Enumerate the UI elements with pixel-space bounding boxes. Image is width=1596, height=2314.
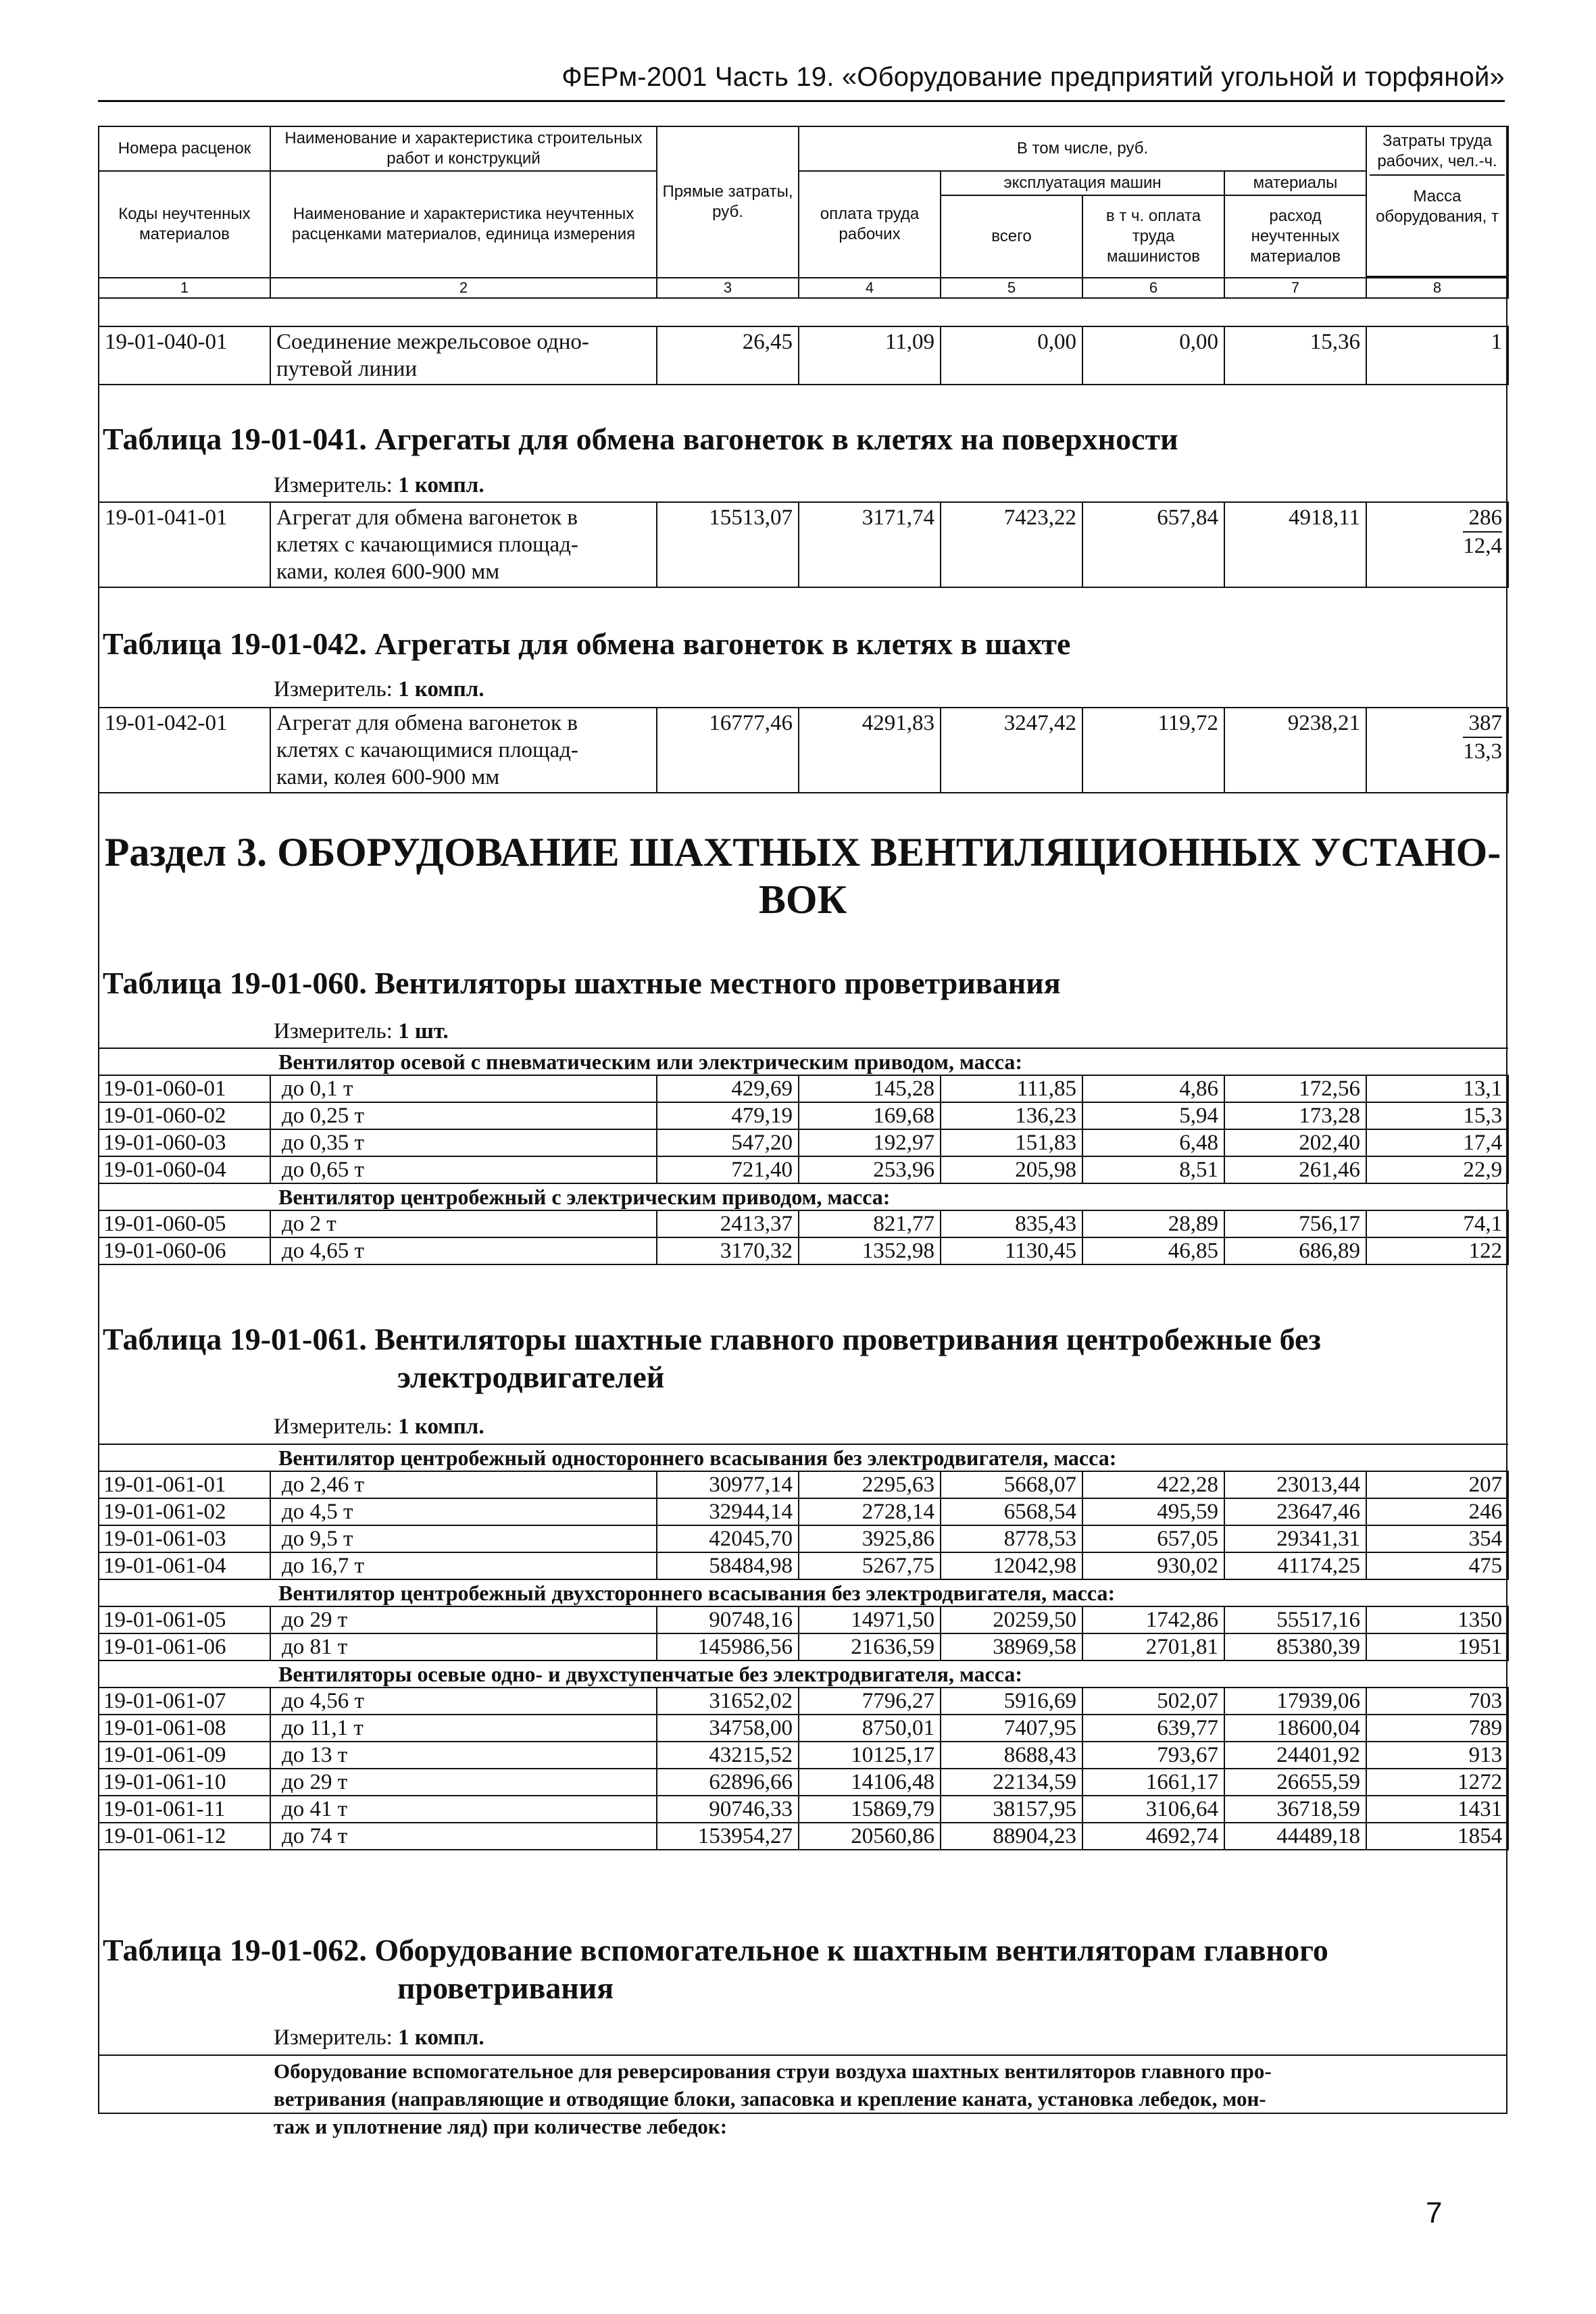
cell-labor-hours: 913: [1366, 1742, 1508, 1769]
description-line: Оборудование вспомогательное для реверсирования струи воздуха шахтных вентиляторов главного про-: [274, 2059, 1272, 2083]
cell-direct: 90748,16: [657, 1606, 799, 1633]
cell-labor-hours: 1272: [1366, 1769, 1508, 1796]
cell-direct: 58484,98: [657, 1552, 799, 1579]
cell-materials: 172,56: [1224, 1075, 1366, 1102]
head-incl: В том числе, руб.: [799, 126, 1366, 171]
rate-name: до 74 т: [270, 1823, 657, 1850]
page-number: 7: [1426, 2196, 1443, 2230]
table-062-measure: [274, 2025, 484, 2050]
rate-name: до 0,1 т: [270, 1075, 657, 1102]
table-row: [99, 1471, 1508, 1498]
cell-operators: 1742,86: [1082, 1606, 1224, 1633]
cell-labor-hours: [1366, 502, 1508, 587]
cell-operators: 422,28: [1082, 1471, 1224, 1498]
head-col2-top: Наименование и характеристика строительных работ и конструкций: [270, 126, 657, 171]
table-row: [99, 1156, 1508, 1183]
cell-machines: 3247,42: [941, 708, 1082, 793]
cell-direct: 2413,37: [657, 1210, 799, 1237]
rate-code: 19-01-061-08: [99, 1715, 270, 1742]
cell-operators: 2701,81: [1082, 1633, 1224, 1660]
rate-name: до 2,46 т: [270, 1471, 657, 1498]
cell-materials: 173,28: [1224, 1102, 1366, 1129]
rate-code: 19-01-061-10: [99, 1769, 270, 1796]
cell-labor: 1352,98: [799, 1237, 941, 1264]
cell-labor-hours: 22,9: [1366, 1156, 1508, 1183]
cell-operators: 119,72: [1082, 708, 1224, 793]
rate-name: до 0,25 т: [270, 1102, 657, 1129]
cell-machines: 88904,23: [941, 1823, 1082, 1850]
cell-machines: 111,85: [941, 1075, 1082, 1102]
cell-labor-hours: 703: [1366, 1688, 1508, 1715]
rate-name: [270, 708, 657, 793]
table-060: [98, 1048, 1509, 1265]
mass-value: 13,3: [1463, 739, 1502, 764]
section-title: [98, 829, 1507, 923]
group-heading: Вентилятор центробежный одностороннего всасывания без электродвигателя, масса:: [99, 1444, 1508, 1471]
rate-name: до 11,1 т: [270, 1715, 657, 1742]
name-line: Агрегат для обмена вагонеток в: [276, 711, 578, 735]
cell-machines: 7423,22: [941, 502, 1082, 587]
cell-labor: 14106,48: [799, 1769, 941, 1796]
cell-labor-hours: 354: [1366, 1525, 1508, 1552]
colnum-5: 5: [941, 278, 1082, 298]
head-col8-bottom: Масса оборудования, т: [1376, 187, 1499, 226]
table-062-description: [274, 2057, 1500, 2140]
cell-machines: 6568,54: [941, 1498, 1082, 1525]
measure-label: Измеритель:: [274, 677, 393, 701]
cell-machines: 12042,98: [941, 1552, 1082, 1579]
rate-name: до 4,56 т: [270, 1688, 657, 1715]
rate-name: до 29 т: [270, 1769, 657, 1796]
rate-code: 19-01-061-11: [99, 1796, 270, 1823]
table-row: [99, 1633, 1508, 1660]
cell-direct: 26,45: [657, 326, 799, 385]
rate-code: 19-01-061-03: [99, 1525, 270, 1552]
rate-code: 19-01-061-05: [99, 1606, 270, 1633]
cell-materials: 24401,92: [1224, 1742, 1366, 1769]
table-062-top-rule: [98, 2054, 1507, 2056]
table-061-title: [103, 1321, 1321, 1396]
head-col7: расход неучтенных материалов: [1224, 195, 1366, 278]
rate-code: 19-01-041-01: [99, 502, 270, 587]
cell-labor-hours: 74,1: [1366, 1210, 1508, 1237]
cell-labor-hours: 1854: [1366, 1823, 1508, 1850]
cell-materials: 44489,18: [1224, 1823, 1366, 1850]
colnum-6: 6: [1082, 278, 1224, 298]
table-042: [98, 707, 1509, 793]
rate-code: 19-01-061-01: [99, 1471, 270, 1498]
table-row: [99, 1552, 1508, 1579]
measure-value: 1 компл.: [398, 677, 484, 701]
cell-direct: 32944,14: [657, 1498, 799, 1525]
cell-direct: 90746,33: [657, 1796, 799, 1823]
page-header: ФЕРм-2001 Часть 19. «Оборудование предприятий угольной и торфяной»: [562, 62, 1505, 92]
table-row: [99, 1823, 1508, 1850]
rate-name: Соединение межрельсовое одно-путевой линии: [270, 326, 657, 385]
table-060-measure: [274, 1019, 449, 1044]
table-row: [99, 1129, 1508, 1156]
cell-direct: 721,40: [657, 1156, 799, 1183]
cell-labor: 4291,83: [799, 708, 941, 793]
table-042-title: Таблица 19-01-042. Агрегаты для обмена вагонеток в клетях в шахте: [103, 626, 1071, 661]
group-heading: Вентилятор центробежный с электрическим приводом, масса:: [99, 1183, 1508, 1210]
measure-label: Измеритель:: [274, 1019, 393, 1043]
head-col1-top: Номера расценок: [99, 126, 270, 171]
table-row: [99, 1742, 1508, 1769]
measure-value: 1 компл.: [398, 473, 484, 497]
head-machines: эксплуатация машин: [941, 171, 1224, 195]
section-title-line: ВОК: [758, 877, 847, 922]
rate-code: 19-01-061-12: [99, 1823, 270, 1850]
head-col3: Прямые затраты, руб.: [657, 126, 799, 278]
cell-labor-hours: 1431: [1366, 1796, 1508, 1823]
rate-code: 19-01-042-01: [99, 708, 270, 793]
cell-machines: 20259,50: [941, 1606, 1082, 1633]
cell-materials: 15,36: [1224, 326, 1366, 385]
header-rule: [98, 100, 1505, 102]
name-line: ками, колея 600-900 мм: [276, 560, 500, 584]
cell-operators: 657,05: [1082, 1525, 1224, 1552]
description-line: ветривания (направляющие и отводящие блоки, запасовка и крепление каната, установка лебедок, мон-: [274, 2087, 1266, 2111]
cell-labor-hours: 13,1: [1366, 1075, 1508, 1102]
cell-direct: 153954,27: [657, 1823, 799, 1850]
head-col8: [1366, 126, 1508, 276]
measure-value: 1 компл.: [398, 2025, 484, 2050]
cell-materials: 756,17: [1224, 1210, 1366, 1237]
rate-code: 19-01-061-04: [99, 1552, 270, 1579]
cell-operators: 5,94: [1082, 1102, 1224, 1129]
head-col4: оплата труда рабочих: [799, 171, 941, 278]
rate-code: 19-01-061-06: [99, 1633, 270, 1660]
cell-materials: 26655,59: [1224, 1769, 1366, 1796]
group-heading: Вентилятор осевой с пневматическим или электрическим приводом, масса:: [99, 1048, 1508, 1075]
cell-materials: 9238,21: [1224, 708, 1366, 793]
table-061-measure: [274, 1414, 484, 1439]
cell-machines: 5916,69: [941, 1688, 1082, 1715]
rate-name: до 0,65 т: [270, 1156, 657, 1183]
cell-labor-hours: [1366, 708, 1508, 793]
cell-operators: 0,00: [1082, 326, 1224, 385]
table-060-title: Таблица 19-01-060. Вентиляторы шахтные местного проветривания: [103, 966, 1061, 1000]
cell-materials: 686,89: [1224, 1237, 1366, 1264]
table-041: [98, 501, 1509, 588]
table-row: [99, 1498, 1508, 1525]
cell-direct: 547,20: [657, 1129, 799, 1156]
cell-labor: 7796,27: [799, 1688, 941, 1715]
cell-direct: 31652,02: [657, 1688, 799, 1715]
colnum-1: 1: [99, 278, 270, 298]
table-041-measure: [274, 473, 484, 498]
title-line: электродвигателей: [397, 1360, 665, 1394]
cell-operators: 495,59: [1082, 1498, 1224, 1525]
cell-operators: 1661,17: [1082, 1769, 1224, 1796]
table-row: [99, 1075, 1508, 1102]
cell-labor: 253,96: [799, 1156, 941, 1183]
cell-direct: 43215,52: [657, 1742, 799, 1769]
table-head: [98, 126, 1509, 299]
rate-name: до 4,65 т: [270, 1237, 657, 1264]
rate-name: до 9,5 т: [270, 1525, 657, 1552]
cell-labor: 192,97: [799, 1129, 941, 1156]
cell-materials: 85380,39: [1224, 1633, 1366, 1660]
rate-name: до 2 т: [270, 1210, 657, 1237]
labor-mass-fraction: [1463, 504, 1502, 560]
cell-labor-hours: 789: [1366, 1715, 1508, 1742]
head-col5: всего: [941, 195, 1082, 278]
colnum-4: 4: [799, 278, 941, 298]
cell-materials: 261,46: [1224, 1156, 1366, 1183]
cell-labor: 145,28: [799, 1075, 941, 1102]
row-040-table: [98, 326, 1509, 385]
cell-direct: 145986,56: [657, 1633, 799, 1660]
measure-value: 1 шт.: [398, 1019, 449, 1043]
colnum-8: 8: [1366, 278, 1508, 298]
cell-operators: 793,67: [1082, 1742, 1224, 1769]
cell-operators: 4,86: [1082, 1075, 1224, 1102]
rate-name: до 29 т: [270, 1606, 657, 1633]
head-materials: материалы: [1224, 171, 1366, 195]
cell-labor-hours: 246: [1366, 1498, 1508, 1525]
measure-value: 1 компл.: [398, 1414, 484, 1439]
cell-labor: 10125,17: [799, 1742, 941, 1769]
cell-labor-hours: 1: [1366, 326, 1508, 385]
labor-hours-value: 286: [1463, 504, 1502, 533]
cell-direct: 479,19: [657, 1102, 799, 1129]
measure-label: Измеритель:: [274, 1414, 393, 1439]
table-row: [99, 502, 1508, 587]
table-row: [99, 1210, 1508, 1237]
rate-code: 19-01-060-03: [99, 1129, 270, 1156]
cell-machines: 38157,95: [941, 1796, 1082, 1823]
rate-code: 19-01-061-09: [99, 1742, 270, 1769]
table-061: [98, 1444, 1509, 1850]
cell-labor: 169,68: [799, 1102, 941, 1129]
cell-operators: 502,07: [1082, 1688, 1224, 1715]
measure-label: Измеритель:: [274, 473, 393, 497]
rate-code: 19-01-061-07: [99, 1688, 270, 1715]
cell-operators: 639,77: [1082, 1715, 1224, 1742]
cell-labor: 21636,59: [799, 1633, 941, 1660]
cell-machines: 38969,58: [941, 1633, 1082, 1660]
cell-labor-hours: 1350: [1366, 1606, 1508, 1633]
cell-operators: 28,89: [1082, 1210, 1224, 1237]
name-line: клетях с качающимися площад-: [276, 738, 578, 762]
name-line: Агрегат для обмена вагонеток в: [276, 506, 578, 530]
cell-materials: 29341,31: [1224, 1525, 1366, 1552]
table-row: [99, 1715, 1508, 1742]
cell-direct: 42045,70: [657, 1525, 799, 1552]
cell-direct: 429,69: [657, 1075, 799, 1102]
cell-labor: 20560,86: [799, 1823, 941, 1850]
cell-operators: 930,02: [1082, 1552, 1224, 1579]
cell-materials: 202,40: [1224, 1129, 1366, 1156]
mass-value: 12,4: [1463, 534, 1502, 558]
description-line: таж и уплотнение ляд) при количестве лебедок:: [274, 2115, 728, 2138]
cell-labor-hours: 15,3: [1366, 1102, 1508, 1129]
rate-code: 19-01-060-05: [99, 1210, 270, 1237]
cell-operators: 6,48: [1082, 1129, 1224, 1156]
rate-code: 19-01-060-04: [99, 1156, 270, 1183]
cell-labor: 3171,74: [799, 502, 941, 587]
cell-labor: 2728,14: [799, 1498, 941, 1525]
cell-direct: 30977,14: [657, 1471, 799, 1498]
rate-name: до 81 т: [270, 1633, 657, 1660]
cell-machines: 1130,45: [941, 1237, 1082, 1264]
cell-direct: 34758,00: [657, 1715, 799, 1742]
cell-labor-hours: 475: [1366, 1552, 1508, 1579]
table-062-title: [103, 1931, 1328, 2007]
title-line: Таблица 19-01-061. Вентиляторы шахтные главного проветривания центробежные без: [103, 1322, 1321, 1356]
title-line: Таблица 19-01-062. Оборудование вспомогательное к шахтным вентиляторам главного: [103, 1933, 1328, 1967]
cell-labor-hours: 207: [1366, 1471, 1508, 1498]
cell-labor: 3925,86: [799, 1525, 941, 1552]
cell-labor: 11,09: [799, 326, 941, 385]
name-line: клетях с качающимися площад-: [276, 533, 578, 557]
rate-code: 19-01-061-02: [99, 1498, 270, 1525]
cell-operators: 657,84: [1082, 502, 1224, 587]
rate-name: до 0,35 т: [270, 1129, 657, 1156]
cell-machines: 151,83: [941, 1129, 1082, 1156]
cell-direct: 3170,32: [657, 1237, 799, 1264]
table-041-title: Таблица 19-01-041. Агрегаты для обмена вагонеток в клетях на поверхности: [103, 422, 1178, 456]
table-row: [99, 1769, 1508, 1796]
table-row: [99, 1688, 1508, 1715]
cell-materials: 36718,59: [1224, 1796, 1366, 1823]
cell-materials: 23647,46: [1224, 1498, 1366, 1525]
head-col1-bottom: Коды неучтенных материалов: [99, 171, 270, 278]
cell-machines: 835,43: [941, 1210, 1082, 1237]
rate-code: 19-01-060-02: [99, 1102, 270, 1129]
cell-operators: 46,85: [1082, 1237, 1224, 1264]
rate-name: до 41 т: [270, 1796, 657, 1823]
colnum-7: 7: [1224, 278, 1366, 298]
cell-operators: 8,51: [1082, 1156, 1224, 1183]
labor-mass-fraction: [1463, 710, 1502, 765]
rate-name: [270, 502, 657, 587]
head-col6: в т ч. оплата труда машинистов: [1082, 195, 1224, 278]
rate-name: до 4,5 т: [270, 1498, 657, 1525]
cell-labor: 5267,75: [799, 1552, 941, 1579]
cell-machines: 8688,43: [941, 1742, 1082, 1769]
cell-machines: 205,98: [941, 1156, 1082, 1183]
rate-name: до 13 т: [270, 1742, 657, 1769]
cell-labor: 14971,50: [799, 1606, 941, 1633]
cell-labor: 2295,63: [799, 1471, 941, 1498]
cell-operators: 4692,74: [1082, 1823, 1224, 1850]
head-col2-bottom: Наименование и характеристика неучтенных расценками материалов, единица измерения: [270, 171, 657, 278]
cell-materials: 18600,04: [1224, 1715, 1366, 1742]
cell-materials: 41174,25: [1224, 1552, 1366, 1579]
cell-direct: 15513,07: [657, 502, 799, 587]
table-row: [99, 708, 1508, 793]
cell-machines: 5668,07: [941, 1471, 1082, 1498]
table-row: [99, 1606, 1508, 1633]
cell-machines: 8778,53: [941, 1525, 1082, 1552]
table-row: [99, 1525, 1508, 1552]
table-row: [99, 1796, 1508, 1823]
head-col8-top: Затраты труда рабочих, чел.-ч.: [1370, 128, 1505, 176]
name-line: ками, колея 600-900 мм: [276, 765, 500, 789]
cell-machines: 136,23: [941, 1102, 1082, 1129]
cell-direct: 62896,66: [657, 1769, 799, 1796]
cell-operators: 3106,64: [1082, 1796, 1224, 1823]
cell-materials: 23013,44: [1224, 1471, 1366, 1498]
cell-labor: 15869,79: [799, 1796, 941, 1823]
cell-materials: 4918,11: [1224, 502, 1366, 587]
table-042-measure: [274, 677, 484, 702]
group-heading: Вентилятор центробежный двухстороннего всасывания без электродвигателя, масса:: [99, 1579, 1508, 1606]
cell-labor: 8750,01: [799, 1715, 941, 1742]
cell-materials: 17939,06: [1224, 1688, 1366, 1715]
cell-labor-hours: 1951: [1366, 1633, 1508, 1660]
rate-code: 19-01-040-01: [99, 326, 270, 385]
cell-machines: 7407,95: [941, 1715, 1082, 1742]
colnum-2: 2: [270, 278, 657, 298]
colnum-3: 3: [657, 278, 799, 298]
cell-direct: 16777,46: [657, 708, 799, 793]
cell-labor: 821,77: [799, 1210, 941, 1237]
group-heading: Вентиляторы осевые одно- и двухступенчатые без электродвигателя, масса:: [99, 1660, 1508, 1688]
measure-label: Измеритель:: [274, 2025, 393, 2050]
table-row: [99, 326, 1508, 385]
section-title-line: Раздел 3. ОБОРУДОВАНИЕ ШАХТНЫХ ВЕНТИЛЯЦИОННЫХ УСТАНО-: [104, 830, 1501, 875]
rate-code: 19-01-060-06: [99, 1237, 270, 1264]
cell-machines: 0,00: [941, 326, 1082, 385]
cell-materials: 55517,16: [1224, 1606, 1366, 1633]
table-row: [99, 1102, 1508, 1129]
cell-machines: 22134,59: [941, 1769, 1082, 1796]
rate-code: 19-01-060-01: [99, 1075, 270, 1102]
title-line: проветривания: [397, 1971, 614, 2005]
rate-name: до 16,7 т: [270, 1552, 657, 1579]
table-row: [99, 1237, 1508, 1264]
cell-labor-hours: 17,4: [1366, 1129, 1508, 1156]
labor-hours-value: 387: [1463, 710, 1502, 738]
cell-labor-hours: 122: [1366, 1237, 1508, 1264]
